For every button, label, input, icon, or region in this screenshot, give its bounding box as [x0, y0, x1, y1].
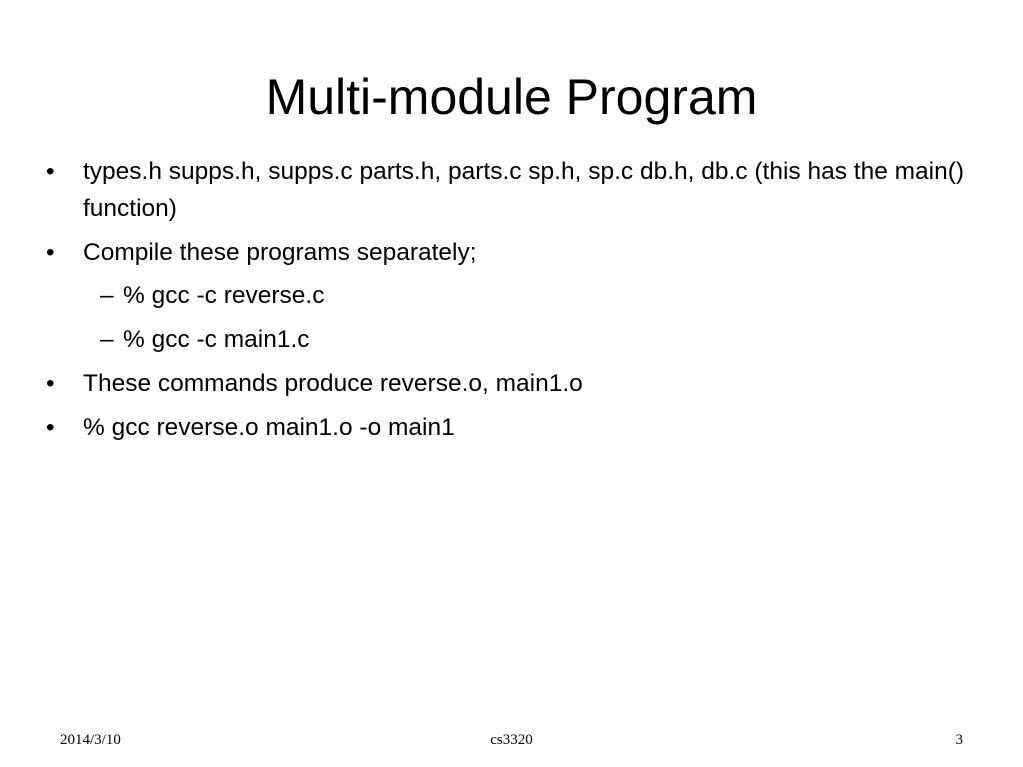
footer-page-number: 3 [955, 732, 963, 748]
footer-date: 2014/3/10 [60, 732, 121, 748]
bullet-marker: • [46, 370, 55, 397]
footer-course: cs3320 [490, 732, 533, 748]
bullet-item [46, 365, 986, 402]
sub-bullet-item [83, 277, 986, 314]
sub-bullet-marker: – [100, 282, 114, 309]
bullet-item [46, 153, 986, 227]
bullet-text: types.h supps.h, supps.c parts.h, parts.c sp.h, sp.c db.h, db.c (this has the main() function) [83, 158, 965, 222]
sub-bullet-list [83, 277, 986, 358]
sub-bullet-marker: – [100, 326, 114, 353]
sub-bullet-text: % gcc -c main1.c [123, 326, 310, 353]
bullet-text: Compile these programs separately; [83, 239, 477, 266]
bullet-text: These commands produce reverse.o, main1.o [83, 370, 583, 397]
bullet-list [46, 153, 986, 453]
slide-title: Multi-module Program [265, 69, 758, 125]
sub-bullet-item [83, 321, 986, 358]
sub-bullet-text: % gcc -c reverse.c [123, 282, 325, 309]
bullet-item [46, 409, 986, 446]
bullet-marker: • [46, 239, 55, 266]
bullet-item [46, 234, 986, 358]
bullet-marker: • [46, 414, 55, 441]
bullet-text: % gcc reverse.o main1.o -o main1 [83, 414, 455, 441]
bullet-marker: • [46, 158, 55, 185]
